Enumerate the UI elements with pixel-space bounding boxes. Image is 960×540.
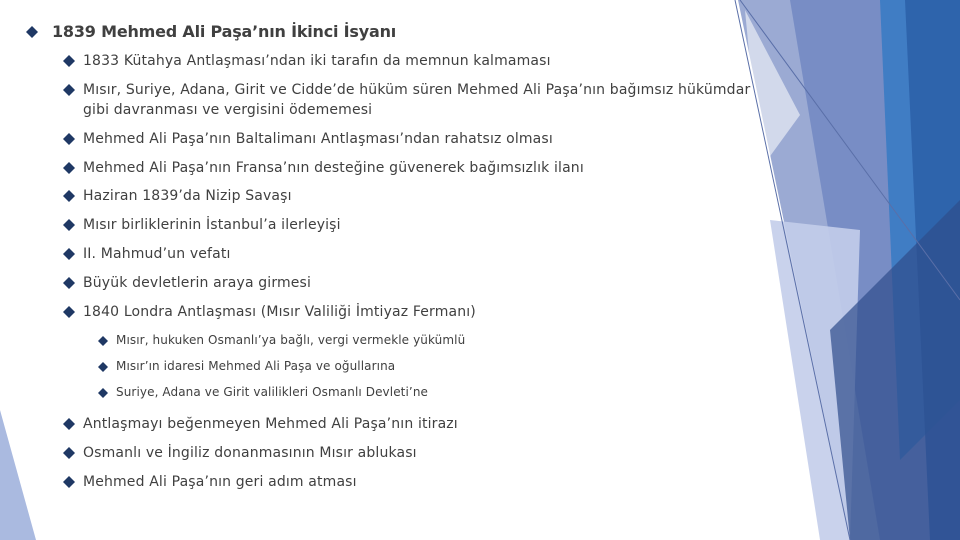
bullet-item: Haziran 1839’da Nizip Savaşı: [83, 188, 292, 204]
diamond-bullet-icon: [63, 84, 75, 96]
bullet-item: 1840 Londra Antlaşması (Mısır Valiliği İmtiyaz Fermanı): [83, 304, 476, 320]
bullet-item: Mehmed Ali Paşa’nın Baltalimanı Antlaşması’ndan rahatsız olması: [83, 131, 553, 147]
diamond-bullet-icon: [97, 335, 109, 347]
diamond-bullet-icon: [63, 476, 75, 488]
sub-bullet-item: Suriye, Adana ve Girit valilikleri Osmanlı Devleti’ne: [116, 385, 429, 399]
sub-bullet-item: Mısır’ın idaresi Mehmed Ali Paşa ve oğullarına: [116, 359, 396, 373]
slide-title: 1839 Mehmed Ali Paşa’nın İkinci İsyanı: [52, 22, 397, 41]
diamond-bullet-icon: [63, 162, 75, 174]
bullet-item: 1833 Kütahya Antlaşması’ndan iki tarafın da memnun kalmaması: [83, 53, 551, 69]
bullet-item: Mısır birliklerinin İstanbul’a ilerleyişi: [83, 217, 341, 233]
diamond-bullet-icon: [63, 306, 75, 318]
bullet-item: Mehmed Ali Paşa’nın Fransa’nın desteğine güvenerek bağımsızlık ilanı: [83, 160, 584, 176]
bullet-item: II. Mahmud’un vefatı: [83, 246, 231, 262]
bullet-item: Mehmed Ali Paşa’nın geri adım atması: [83, 474, 357, 490]
diamond-bullet-icon: [63, 55, 75, 67]
bullet-item: Antlaşmayı beğenmeyen Mehmed Ali Paşa’nın itirazı: [83, 416, 458, 432]
diamond-bullet-icon: [26, 26, 38, 38]
diamond-bullet-icon: [97, 387, 109, 399]
bullet-item: Mısır, Suriye, Adana, Girit ve Cidde’de hüküm süren Mehmed Ali Paşa’nın bağımsız hükümdar gibi davranması ve vergisini ödememesi: [83, 82, 751, 118]
diamond-bullet-icon: [63, 447, 75, 459]
diamond-bullet-icon: [63, 133, 75, 145]
diamond-bullet-icon: [63, 277, 75, 289]
bullet-item: Büyük devletlerin araya girmesi: [83, 275, 312, 291]
diamond-bullet-icon: [63, 418, 75, 430]
diamond-bullet-icon: [97, 361, 109, 373]
sub-bullet-item: Mısır, hukuken Osmanlı’ya bağlı, vergi vermekle yükümlü: [116, 333, 466, 347]
bullet-item: Osmanlı ve İngiliz donanmasının Mısır ablukası: [83, 445, 417, 461]
diamond-bullet-icon: [63, 248, 75, 260]
diamond-bullet-icon: [63, 190, 75, 202]
diamond-bullet-icon: [63, 219, 75, 231]
